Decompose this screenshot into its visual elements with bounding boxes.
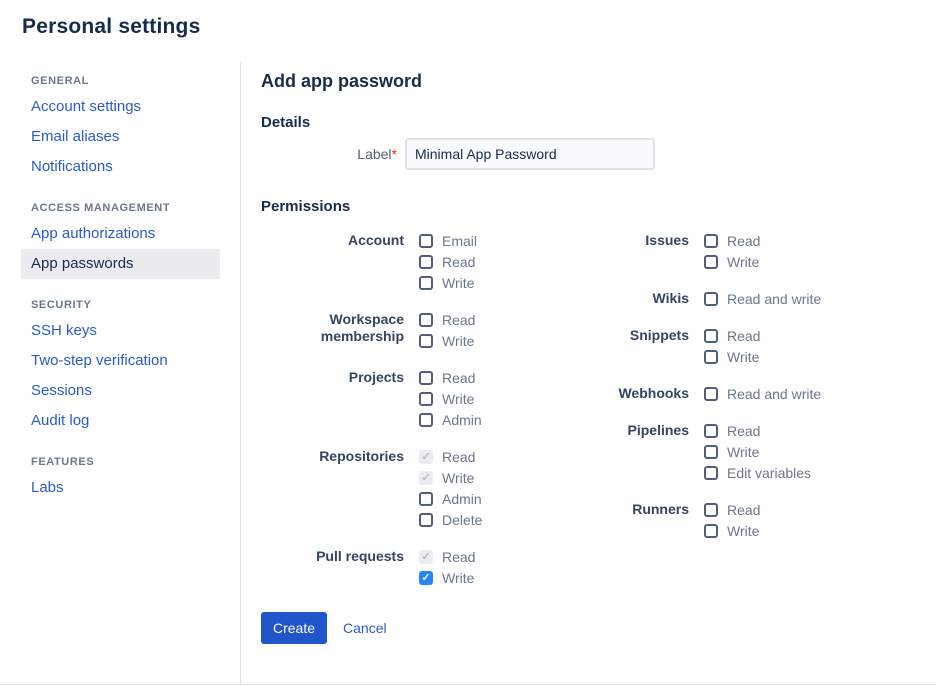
checkbox-label: Write	[442, 390, 475, 407]
permission-group-runners	[601, 499, 821, 541]
permission-group-label: Workspace membership	[320, 311, 404, 344]
checkbox-issues-read[interactable]	[704, 234, 718, 248]
sidebar-item-account-settings[interactable]: Account settings	[31, 98, 142, 115]
permission-row-repositories-read	[419, 446, 482, 467]
permissions-columns	[261, 230, 936, 588]
checkbox-label: Write	[727, 522, 760, 539]
permission-row-repositories-admin	[419, 488, 482, 509]
permission-group-rows	[419, 546, 475, 588]
permission-row-account-read	[419, 251, 477, 272]
sidebar-nav	[21, 70, 220, 503]
page-section-title: Add app password	[261, 71, 423, 91]
checkbox-label: Admin	[442, 490, 482, 507]
permission-group-label: Pipelines	[627, 422, 689, 438]
sidebar-item-labs[interactable]: Labs	[31, 479, 64, 496]
permission-group-label: Account	[348, 232, 404, 248]
checkbox-webhooks-read-and-write[interactable]	[704, 387, 718, 401]
checkbox-label: Write	[442, 469, 475, 486]
checkbox-account-email[interactable]	[419, 234, 433, 248]
permission-group-rows	[419, 367, 482, 430]
checkbox-projects-admin[interactable]	[419, 413, 433, 427]
checkbox-runners-read[interactable]	[704, 503, 718, 517]
page-header	[0, 0, 936, 62]
permission-row-pull-requests-read	[419, 546, 475, 567]
details-heading: Details	[261, 114, 311, 131]
permission-group-rows	[704, 325, 760, 367]
permission-group-projects	[261, 367, 601, 430]
permission-group-label: Repositories	[319, 448, 404, 464]
permission-row-issues-write	[704, 251, 760, 272]
checkbox-repositories-write	[419, 471, 433, 485]
checkbox-runners-write[interactable]	[704, 524, 718, 538]
sidebar-section-features	[21, 451, 220, 503]
content-wrap	[0, 62, 936, 684]
checkbox-label: Read and write	[727, 385, 822, 402]
checkbox-label: Edit variables	[727, 464, 812, 481]
label-field-row	[261, 138, 936, 170]
permission-row-account-email	[419, 230, 477, 251]
permission-group-label: Runners	[632, 501, 689, 517]
sidebar-section-general	[21, 70, 220, 182]
permission-row-projects-write	[419, 388, 482, 409]
checkbox-repositories-admin[interactable]	[419, 492, 433, 506]
main-content	[241, 62, 936, 684]
sidebar-section-heading: ACCESS MANAGEMENT	[31, 202, 171, 214]
checkbox-projects-write[interactable]	[419, 392, 433, 406]
permission-row-repositories-write	[419, 467, 482, 488]
permission-group-pull-requests	[261, 546, 601, 588]
permission-group-wikis	[601, 288, 821, 309]
permission-group-repositories	[261, 446, 601, 530]
permission-group-issues	[601, 230, 821, 272]
permission-group-pipelines	[601, 420, 821, 483]
permission-group-label: Pull requests	[316, 548, 404, 564]
checkbox-account-write[interactable]	[419, 276, 433, 290]
permission-group-label: Webhooks	[618, 385, 689, 401]
permission-row-snippets-write	[704, 346, 760, 367]
sidebar-section-items	[21, 473, 220, 503]
checkbox-pipelines-write[interactable]	[704, 445, 718, 459]
permission-group-label: Snippets	[629, 327, 689, 343]
checkbox-label: Read	[727, 422, 761, 439]
permission-group-rows	[704, 230, 760, 272]
checkbox-label: Read	[442, 548, 476, 565]
checkbox-snippets-write[interactable]	[704, 350, 718, 364]
permission-row-runners-read	[704, 499, 760, 520]
checkbox-label: Read	[727, 501, 761, 518]
sidebar-section-items	[21, 219, 220, 279]
checkbox-label: Delete	[442, 511, 483, 528]
permission-group-webhooks	[601, 383, 821, 404]
sidebar-section-heading: SECURITY	[31, 299, 92, 311]
checkbox-account-read[interactable]	[419, 255, 433, 269]
sidebar-section-items	[21, 316, 220, 436]
checkbox-label: Email	[442, 232, 478, 249]
checkbox-label: Read	[727, 327, 761, 344]
sidebar-item-audit-log[interactable]: Audit log	[31, 412, 90, 429]
permission-row-snippets-read	[704, 325, 760, 346]
permissions-column-left	[261, 230, 601, 588]
create-button[interactable]: Create	[261, 612, 327, 644]
permission-row-pipelines-edit-variables	[704, 462, 811, 483]
form-actions	[261, 612, 936, 644]
permission-row-wikis-read-and-write	[704, 288, 821, 309]
checkbox-label: Write	[442, 274, 475, 291]
permission-row-workspace-membership-read	[419, 309, 475, 330]
checkbox-label: Read	[442, 448, 476, 465]
checkbox-projects-read[interactable]	[419, 371, 433, 385]
checkbox-wikis-read-and-write[interactable]	[704, 292, 718, 306]
page-title: Personal settings	[22, 15, 201, 38]
label-input[interactable]	[405, 138, 655, 170]
checkbox-label: Write	[727, 348, 760, 365]
checkbox-pull-requests-read	[419, 550, 433, 564]
permission-group-workspace-membership	[261, 309, 601, 351]
label-field-label	[261, 146, 397, 162]
permission-row-pull-requests-write	[419, 567, 475, 588]
checkbox-label: Write	[442, 569, 475, 586]
sidebar-section-items	[21, 92, 220, 182]
sidebar	[0, 62, 241, 684]
sidebar-section-heading: GENERAL	[31, 75, 89, 87]
permission-row-account-write	[419, 272, 477, 293]
sidebar-item-app-passwords[interactable]: App passwords	[21, 249, 220, 279]
sidebar-item-ssh-keys[interactable]: SSH keys	[31, 322, 97, 339]
checkbox-label: Admin	[442, 411, 482, 428]
permissions-heading: Permissions	[261, 198, 351, 215]
permission-group-rows	[419, 309, 475, 351]
permission-group-account	[261, 230, 601, 293]
checkbox-label: Read	[442, 253, 476, 270]
permission-row-pipelines-write	[704, 441, 811, 462]
permission-row-projects-read	[419, 367, 482, 388]
sidebar-item-app-authorizations[interactable]: App authorizations	[31, 225, 156, 242]
checkbox-label: Read	[442, 311, 476, 328]
sidebar-item-email-aliases[interactable]: Email aliases	[31, 128, 120, 145]
checkbox-workspace-membership-read[interactable]	[419, 313, 433, 327]
permission-group-rows	[419, 446, 482, 530]
sidebar-section-access-management	[21, 197, 220, 279]
checkbox-label: Write	[442, 332, 475, 349]
sidebar-section-heading: FEATURES	[31, 456, 95, 468]
checkbox-issues-write[interactable]	[704, 255, 718, 269]
permission-group-rows	[704, 420, 811, 483]
checkbox-snippets-read[interactable]	[704, 329, 718, 343]
permission-row-repositories-delete	[419, 509, 482, 530]
permission-row-pipelines-read	[704, 420, 811, 441]
sidebar-section-security	[21, 294, 220, 436]
checkbox-workspace-membership-write[interactable]	[419, 334, 433, 348]
permission-group-label: Projects	[348, 369, 404, 385]
sidebar-item-two-step-verification[interactable]: Two-step verification	[31, 352, 168, 369]
checkbox-label: Read	[727, 232, 761, 249]
checkbox-label: Read and write	[727, 290, 822, 307]
sidebar-item-sessions[interactable]: Sessions	[31, 382, 92, 399]
permission-row-issues-read	[704, 230, 760, 251]
permission-group-label: Issues	[645, 232, 689, 248]
checkbox-pipelines-edit-variables[interactable]	[704, 466, 718, 480]
checkbox-pipelines-read[interactable]	[704, 424, 718, 438]
permission-row-projects-admin	[419, 409, 482, 430]
permission-row-webhooks-read-and-write	[704, 383, 821, 404]
checkbox-repositories-delete[interactable]	[419, 513, 433, 527]
permission-group-label: Wikis	[652, 290, 689, 306]
checkbox-label: Write	[727, 443, 760, 460]
checkbox-pull-requests-write[interactable]	[419, 571, 433, 585]
permission-group-rows	[704, 288, 821, 309]
permissions-column-right	[601, 230, 821, 588]
checkbox-label: Write	[727, 253, 760, 270]
label-field-label-text: Label	[357, 146, 392, 162]
checkbox-repositories-read	[419, 450, 433, 464]
checkbox-label: Read	[442, 369, 476, 386]
required-asterisk: *	[391, 146, 397, 162]
cancel-link[interactable]: Cancel	[343, 620, 387, 636]
permission-group-rows	[419, 230, 477, 293]
permission-row-runners-write	[704, 520, 760, 541]
bottom-divider	[0, 684, 936, 685]
permission-group-rows	[704, 383, 821, 404]
permission-group-snippets	[601, 325, 821, 367]
permission-row-workspace-membership-write	[419, 330, 475, 351]
permission-group-rows	[704, 499, 760, 541]
sidebar-item-notifications[interactable]: Notifications	[31, 158, 113, 175]
